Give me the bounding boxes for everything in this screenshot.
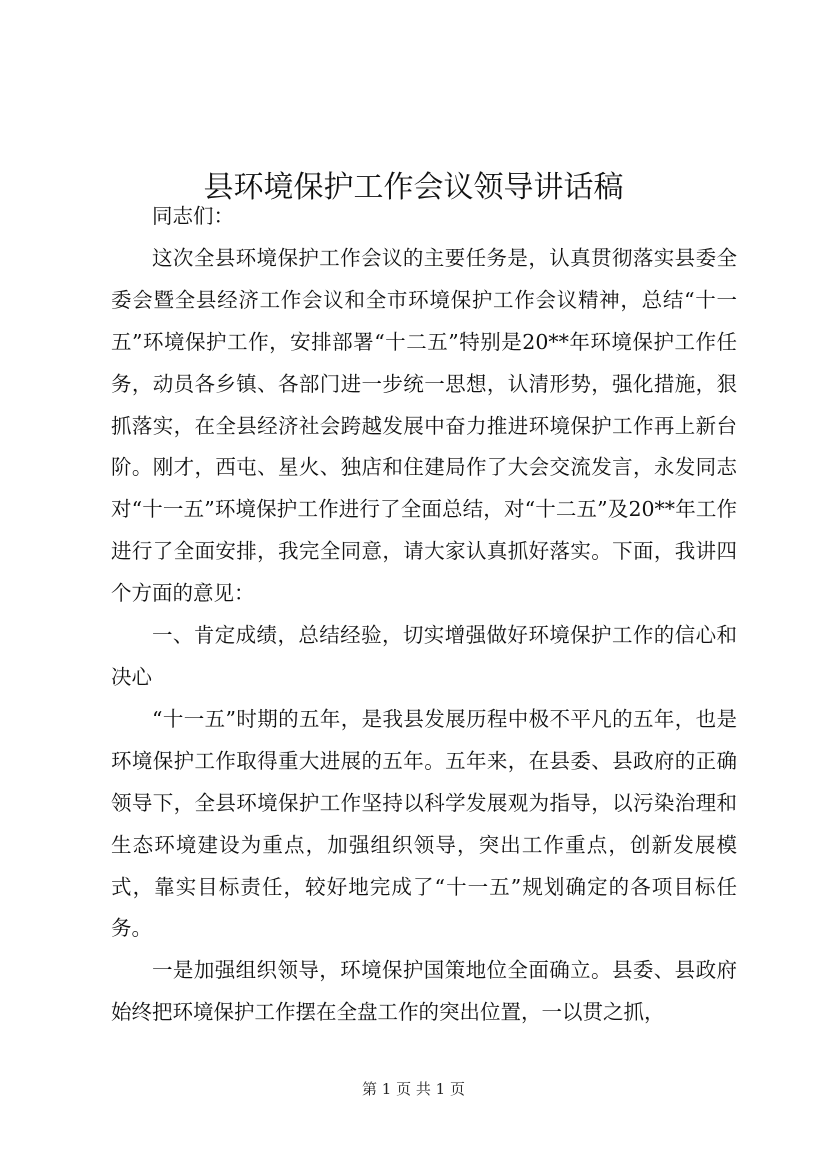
section-heading-1: 一、肯定成绩，总结经验，切实增强做好环境保护工作的信心和决心 xyxy=(111,623,737,689)
document-title: 县环境保护工作会议领导讲话稿 xyxy=(203,170,624,206)
greeting-paragraph: 同志们： xyxy=(152,204,234,228)
point-one-paragraph: 一是加强组织领导，环境保护国策地位全面确立。县委、县政府始终把环境保护工作摆在全盘工作的突出位置，一以贯之抓， xyxy=(111,958,737,1025)
intro-paragraph: 这次全县环境保护工作会议的主要任务是，认真贯彻落实县委全委会暨全县经济工作会议和全市环境保护工作会议精神，总结“十一五”环境保护工作，安排部署“十二五”特别是20**年环境保护工作任务，动员各乡镇、各部门进一步统一思想，认清形势，强化措施，狠抓落实，在全县经济社会跨越发展中奋力推进环境保护工作再上新台阶。刚才，西屯、星火、独店和住建局作了大会交流发言，永发同志对“十一五”环境保护工作进行了全面总结，对“十二五”及20**年工作进行了全面安排，我完全同意，请大家认真抓好落实。下面，我讲四个方面的意见： xyxy=(111,245,737,606)
page-number-footer: 第 1 页 共 1 页 xyxy=(362,1080,465,1098)
document-body xyxy=(111,196,737,1034)
achievements-paragraph: “十一五”时期的五年，是我县发展历程中极不平凡的五年，也是环境保护工作取得重大进展的五年。五年来，在县委、县政府的正确领导下，全县环境保护工作坚持以科学发展观为指导，以污染治理和生态环境建设为重点，加强组织领导，突出工作重点，创新发展模式，靠实目标责任，较好地完成了“十一五”规划确定的各项目标任务。 xyxy=(111,706,737,941)
